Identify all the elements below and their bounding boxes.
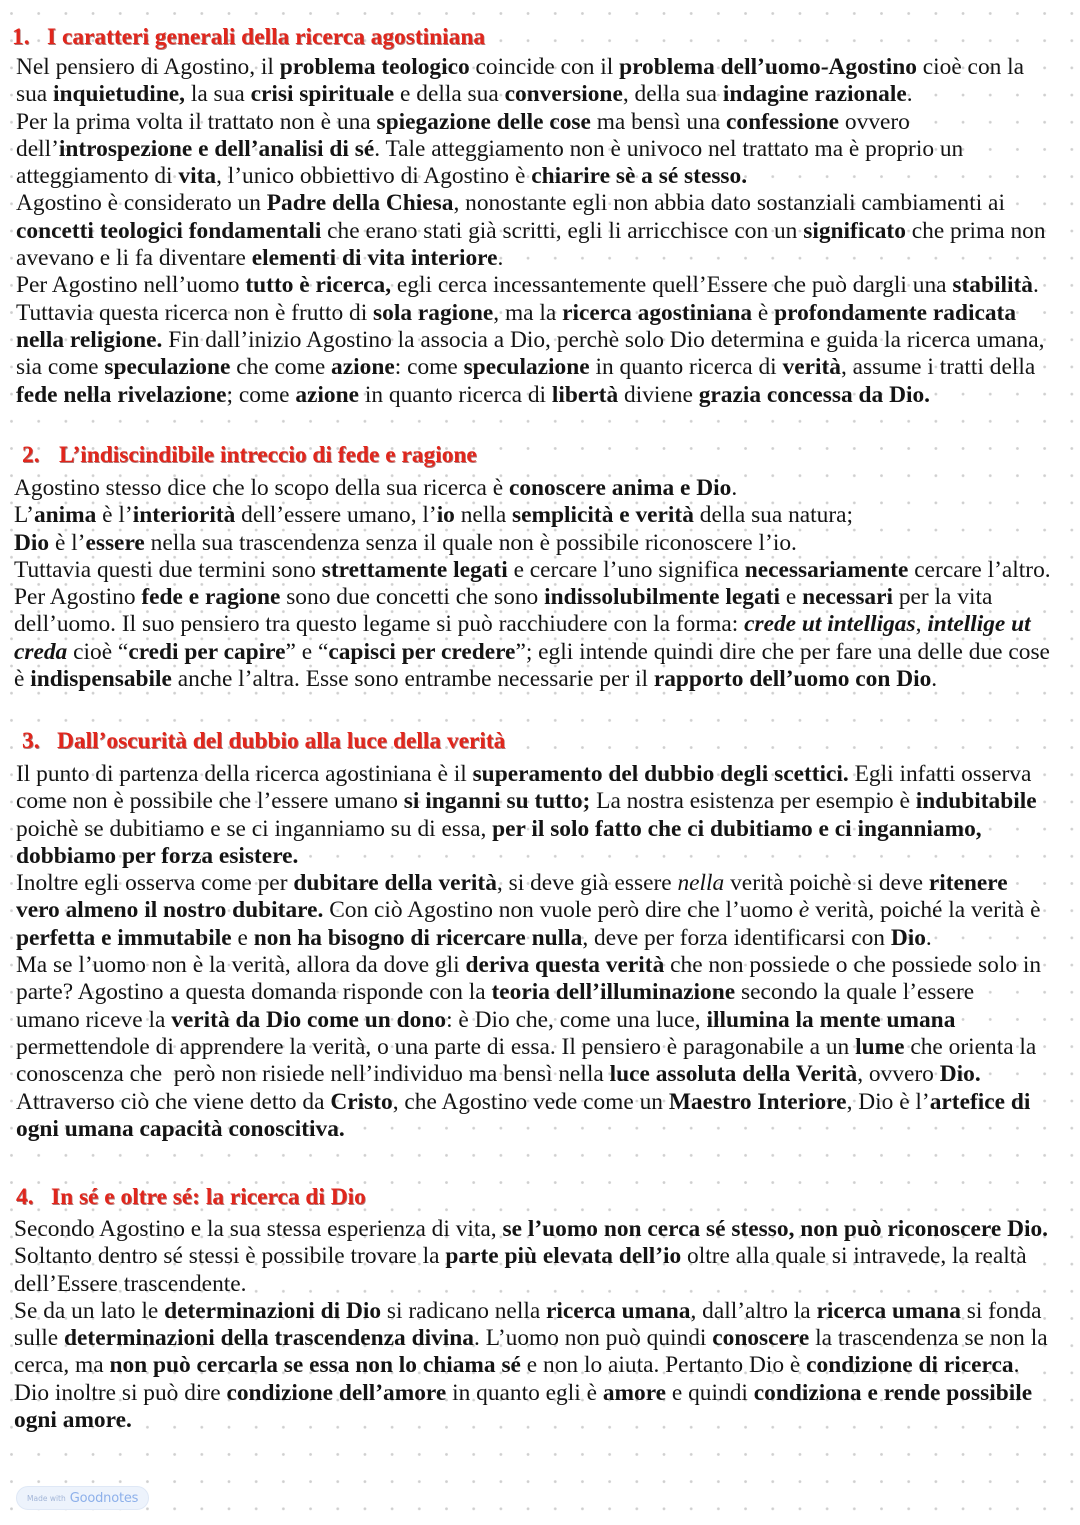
text-run: , Dio è l’ [846, 1088, 930, 1115]
text-run: Fin dall’inizio Agostino la associa a Dio, perchè solo Dio determina e guida la ricerca umana, [162, 326, 1045, 353]
bold-text: vita [178, 163, 217, 190]
body-line [16, 897, 1041, 924]
body-line [14, 1352, 1048, 1379]
bold-text: verità [782, 354, 841, 381]
text-run: che come [230, 354, 332, 381]
body-line [16, 816, 1041, 843]
body-line [16, 979, 1041, 1006]
bold-text: crisi spirituale [250, 81, 395, 108]
bold-text: verità da Dio come un dono [171, 1006, 447, 1033]
text-run: nella sua trascendenza senza il quale non è possibile riconoscere l’io. [144, 529, 797, 556]
bold-text: indispensabile [30, 666, 172, 693]
body-line [16, 761, 1041, 788]
text-run: . [497, 245, 504, 272]
bold-text: condiziona e rende possibile [753, 1379, 1033, 1406]
bold-text: anima [33, 502, 97, 529]
text-run: e cercare l’uno significa [507, 556, 745, 583]
section-title: I caratteri generali della ricerca agostiniana [47, 24, 486, 50]
body-line [16, 870, 1041, 897]
body-line [16, 382, 1046, 409]
text-run: . [731, 475, 738, 501]
text-run: , l’unico obbiettivo di Agostino è [216, 163, 532, 190]
bold-text: ricerca umana [816, 1297, 961, 1324]
text-run: La nostra esistenza per esempio è [590, 788, 916, 815]
text-run: . [906, 81, 913, 108]
text-run: dell’essere umano, l’ [235, 502, 437, 529]
bold-text: necessari [802, 584, 893, 611]
text-run: come non è possibile che l’essere umano [16, 788, 404, 815]
body-line [14, 639, 1051, 666]
text-run: , [915, 611, 928, 638]
bold-text: essere [85, 529, 145, 556]
bold-text: non può cercarla se essa non lo chiama sé [109, 1352, 521, 1379]
body-line [16, 1007, 1041, 1034]
body-line [16, 81, 1046, 108]
bold-text: problema dell’uomo-Agostino [619, 54, 917, 80]
bold-text: problema teologico [279, 54, 470, 80]
bold-text: amore [602, 1379, 667, 1406]
text-run: , nonostante egli non abbia dato sostanziali cambiamenti ai [453, 190, 1005, 217]
text-run: anche l’altra. Esse sono entrambe necessarie per il [171, 666, 654, 693]
text-run: che erano stati già scritti, egli li arricchisce con un [321, 217, 804, 244]
body-line [14, 611, 1051, 638]
bold-text: concetti teologici fondamentali [16, 217, 322, 244]
text-run: che non possiede o che possiede solo in [664, 952, 1042, 979]
text-run: Per Agostino [14, 584, 142, 611]
bold-text: vero almeno il nostro dubitare. [16, 897, 324, 924]
text-run: la trascendenza se non la [809, 1325, 1048, 1352]
bold-text: luce assoluta della Verità [609, 1061, 858, 1088]
body-line [14, 1271, 1048, 1298]
text-run: . [1013, 1352, 1020, 1379]
text-run: egli cerca incessantemente quell’Essere che può dargli una [391, 272, 953, 299]
bold-text: deriva questa verità [465, 952, 665, 979]
text-run: Per Agostino nell’uomo [16, 272, 246, 299]
body-line [16, 1034, 1041, 1061]
text-run: Con ciò Agostino non vuole però dire che l’uomo [323, 897, 799, 924]
text-run: e [231, 924, 254, 951]
body-line [16, 109, 1046, 136]
bold-text: conversione [504, 81, 623, 108]
bold-text: determinazioni della trascendenza divina [64, 1325, 474, 1352]
text-run: per la vita [893, 584, 993, 611]
bold-text: Dio [890, 924, 926, 951]
text-run: che orienta la [904, 1033, 1037, 1060]
text-run: Se da un lato le [14, 1297, 165, 1324]
bold-text: interiorità [132, 502, 236, 529]
bold-text: semplicità e verità [512, 502, 694, 529]
body-line [14, 1216, 1048, 1243]
text-run: dell’ [16, 135, 59, 162]
body-line [16, 190, 1046, 217]
text-run: Inoltre egli osserva come per [16, 870, 294, 897]
bold-text: ritenere [928, 870, 1008, 897]
bold-text: ricerca agostiniana [562, 299, 753, 326]
section-number: 1. [12, 24, 30, 50]
text-run: Tuttavia questa ricerca non è frutto di [16, 299, 374, 326]
body-line [14, 666, 1051, 693]
text-run: Soltanto dentro sé stessi è possibile trovare la [14, 1243, 446, 1270]
bold-text: lume [855, 1033, 905, 1060]
bold-italic-text: crede ut intelligas [744, 611, 916, 638]
bold-text: dubitare della verità [293, 870, 497, 897]
body-line [14, 1243, 1048, 1270]
bold-text: nella religione. [16, 326, 163, 353]
body-line [14, 502, 1051, 529]
bold-text: Padre della Chiesa [266, 190, 454, 217]
text-run: , ma la [493, 299, 563, 326]
goodnotes-logo-text: Goodnotes [69, 1490, 139, 1506]
bold-text: dobbiamo per forza esistere. [16, 842, 299, 869]
bold-text: fede nella rivelazione [16, 381, 227, 408]
bold-text: indissolubilmente legati [544, 584, 780, 611]
text-run: , della sua [622, 81, 723, 108]
bold-text: teoria dell’illuminazione [491, 979, 736, 1006]
section-heading [12, 24, 485, 51]
bold-text: rapporto dell’uomo con Dio [653, 666, 932, 693]
text-run: sua [16, 81, 54, 108]
text-run: della sua natura; [693, 502, 854, 529]
bold-text: sola ragione [373, 299, 494, 326]
text-run: , che Agostino vede come un [392, 1088, 669, 1115]
text-run: coincide con il [469, 54, 620, 80]
text-run: cercare l’altro. [908, 556, 1051, 583]
text-run: umano riceve la [16, 1006, 172, 1033]
bold-text: illumina la mente umana [706, 1006, 956, 1033]
section-heading [22, 442, 477, 469]
bold-text: stabilità [952, 272, 1033, 299]
body-line [14, 475, 1051, 502]
text-run: è l’ [96, 502, 133, 529]
text-run: diviene [618, 381, 699, 408]
bold-text: necessariamente [744, 556, 909, 583]
text-run: verità, poiché la verità è [809, 897, 1041, 924]
section-body [14, 475, 1051, 693]
text-run: si fonda [960, 1297, 1042, 1324]
body-line [16, 1089, 1041, 1116]
body-line [16, 272, 1046, 299]
bold-text: inquietudine, [53, 81, 185, 108]
bold-text: per il solo fatto che ci dubitiamo e ci inganniamo, [492, 815, 982, 842]
bold-text: Cristo [330, 1088, 393, 1115]
section-title: Dall’oscurità del dubbio alla luce della verità [57, 728, 506, 754]
text-run: ovvero [839, 108, 910, 135]
text-run: , assume i tratti della [840, 354, 1036, 381]
text-run: . Tale atteggiamento non è univoco nel trattato ma è proprio un [374, 135, 964, 162]
bold-text: credi per capire [128, 638, 286, 665]
body-line [16, 1061, 1041, 1088]
body-line [16, 245, 1046, 272]
text-run: secondo la quale l’essere [735, 979, 975, 1006]
text-run: è [14, 666, 31, 693]
text-run: e della sua [394, 81, 505, 108]
body-line [16, 925, 1041, 952]
body-line [14, 557, 1051, 584]
bold-text: fede e ragione [141, 584, 281, 611]
bold-text: artefice di [929, 1088, 1031, 1115]
text-run: Agostino stesso dice che lo scopo della sua ricerca è [14, 475, 509, 501]
bold-text: ogni amore. [14, 1407, 132, 1434]
text-run: in quanto ricerca di [589, 354, 783, 381]
bold-text: ricerca umana [546, 1297, 691, 1324]
body-line [16, 843, 1041, 870]
section-number: 2. [22, 442, 40, 468]
body-line [14, 1325, 1048, 1352]
body-line [14, 1298, 1048, 1325]
text-run: verità poichè si deve [724, 870, 929, 897]
bold-text: capisci per credere [328, 638, 516, 665]
bold-text: tutto è ricerca, [245, 272, 392, 299]
section-body [16, 761, 1041, 1143]
text-run: . [931, 666, 938, 693]
text-run: permettendole di apprendere la verità, o una parte di essa. Il pensiero è paragonabile a un [16, 1033, 856, 1060]
text-run: nella [454, 502, 513, 529]
bold-text: elementi di vita interiore [251, 245, 498, 272]
bold-text: si inganni su tutto; [403, 788, 591, 815]
text-run: parte? Agostino a questa domanda risponde con la [16, 979, 492, 1006]
bold-text: superamento del dubbio degli scettici. [472, 761, 849, 787]
section-title: L’indiscindibile intreccio di fede e ragione [59, 442, 477, 468]
goodnotes-badge[interactable] [16, 1486, 149, 1510]
bold-text: Maestro Interiore [668, 1088, 847, 1115]
bold-text: confessione [726, 108, 840, 135]
section-body [14, 1216, 1048, 1434]
text-run: in quanto ricerca di [359, 381, 552, 408]
text-run: sulle [14, 1325, 65, 1352]
text-run: sono due concetti che sono [280, 584, 545, 611]
body-line [16, 354, 1046, 381]
bold-text: strettamente legati [321, 556, 508, 583]
bold-text: significato [803, 217, 906, 244]
body-line [16, 218, 1046, 245]
text-run: . [1032, 272, 1039, 299]
body-line [16, 136, 1046, 163]
bold-text: Dio [14, 529, 50, 556]
bold-text: azione [331, 354, 395, 381]
section-body [16, 54, 1046, 409]
bold-text: chiarire sè a sé stesso. [531, 163, 748, 190]
text-run: atteggiamento di [16, 163, 179, 190]
text-run: Secondo Agostino e la sua stessa esperienza di vita, [14, 1216, 503, 1242]
text-run: . [925, 924, 932, 951]
bold-text: Dio. [939, 1061, 981, 1088]
made-with-label: Made with [27, 1493, 66, 1503]
bold-text: ogni umana capacità conoscitiva. [16, 1115, 345, 1142]
text-run: : come [394, 354, 464, 381]
text-run: L’ [14, 502, 34, 529]
text-run: conoscenza che però non risiede nell’individuo ma bensì nella [16, 1061, 610, 1088]
bold-text: spiegazione delle cose [376, 108, 591, 135]
text-run: : è Dio che, come una luce, [446, 1006, 707, 1033]
body-line [16, 300, 1046, 327]
text-run: che prima non [905, 217, 1046, 244]
bold-italic-text: creda [14, 638, 68, 665]
italic-text: nella [677, 870, 725, 897]
body-line [16, 163, 1046, 190]
bold-text: se l’uomo non cerca sé stesso, non può riconoscere Dio. [502, 1216, 1049, 1242]
text-run: Egli infatti osserva [848, 761, 1032, 787]
body-line [16, 788, 1041, 815]
section-heading [16, 1184, 366, 1211]
text-run: , ovvero [857, 1061, 940, 1088]
text-run: Tuttavia questi due termini sono [14, 556, 322, 583]
section-heading [22, 728, 505, 755]
bold-text: indagine razionale [722, 81, 907, 108]
bold-text: parte più elevata dell’io [445, 1243, 682, 1270]
italic-text: è [798, 897, 810, 924]
section-number: 4. [16, 1184, 34, 1210]
text-run: sia come [16, 354, 105, 381]
body-line [14, 530, 1051, 557]
bold-text: conoscere [712, 1325, 810, 1352]
bold-italic-text: intellige ut [927, 611, 1031, 638]
text-run: Agostino è considerato un [16, 190, 267, 217]
bold-text: io [436, 502, 455, 529]
text-run: poichè se dubitiamo e se ci inganniamo su di essa, [16, 815, 493, 842]
bold-text: speculazione [463, 354, 590, 381]
text-run: , deve per forza identificarsi con [582, 924, 891, 951]
bold-text: non ha bisogno di ricercare nulla [253, 924, 583, 951]
bold-text: perfetta e immutabile [16, 924, 232, 951]
bold-text: azione [295, 381, 359, 408]
text-run: ”; egli intende quindi dire che per fare una delle due cose [515, 638, 1050, 665]
text-run: ” e “ [285, 638, 329, 665]
text-run: oltre alla quale si intravede, la realtà [681, 1243, 1027, 1270]
text-run: cioè con la [916, 54, 1025, 80]
bold-text: indubitabile [915, 788, 1037, 815]
text-run: è [752, 299, 775, 326]
bold-text: condizione di ricerca [806, 1352, 1014, 1379]
bold-text: grazia concessa da Dio. [698, 381, 930, 408]
bold-text: libertà [551, 381, 619, 408]
text-run: Dio inoltre si può dire [14, 1379, 227, 1406]
text-run: e quindi [666, 1379, 754, 1406]
bold-text: profondamente radicata [774, 299, 1017, 326]
text-run: è l’ [49, 529, 86, 556]
text-run: Attraverso ciò che viene detto da [16, 1088, 331, 1115]
body-line [14, 1380, 1048, 1407]
body-line [16, 54, 1046, 81]
text-run: cerca, ma [14, 1352, 110, 1379]
section-number: 3. [22, 728, 40, 754]
body-line [14, 584, 1051, 611]
bold-text: conoscere anima e Dio [508, 475, 732, 501]
bold-text: condizione dell’amore [226, 1379, 447, 1406]
body-line [16, 1116, 1041, 1143]
text-run: cioè “ [67, 638, 129, 665]
text-run: ma bensì una [590, 108, 727, 135]
text-run: Per la prima volta il trattato non è una [16, 108, 377, 135]
bold-text: introspezione e dell’analisi di sé [58, 135, 375, 162]
text-run: e non lo aiuta. Pertanto Dio è [520, 1352, 807, 1379]
body-line [16, 952, 1041, 979]
text-run: Il punto di partenza della ricerca agostiniana è il [16, 761, 473, 787]
text-run: , si deve già essere [496, 870, 678, 897]
text-run: in quanto egli è [446, 1379, 603, 1406]
text-run: Ma se l’uomo non è la verità, allora da dove gli [16, 952, 466, 979]
text-run: avevano e li fa diventare [16, 245, 252, 272]
text-run: , dall’altro la [690, 1297, 817, 1324]
text-run: la sua [184, 81, 251, 108]
text-run: Nel pensiero di Agostino, il [16, 54, 280, 80]
text-run: ; come [226, 381, 296, 408]
body-line [14, 1407, 1048, 1434]
section-title: In sé e oltre sé: la ricerca di Dio [51, 1184, 366, 1210]
bold-text: determinazioni di Dio [164, 1297, 382, 1324]
text-run: dell’uomo. Il suo pensiero tra questo legame si può racchiudere con la forma: [14, 611, 745, 638]
body-line [16, 327, 1046, 354]
text-run: dell’Essere trascendente. [14, 1270, 247, 1297]
text-run: e [779, 584, 803, 611]
text-run: si radicano nella [381, 1297, 547, 1324]
text-run: . L’uomo non può quindi [474, 1325, 713, 1352]
bold-text: speculazione [104, 354, 231, 381]
